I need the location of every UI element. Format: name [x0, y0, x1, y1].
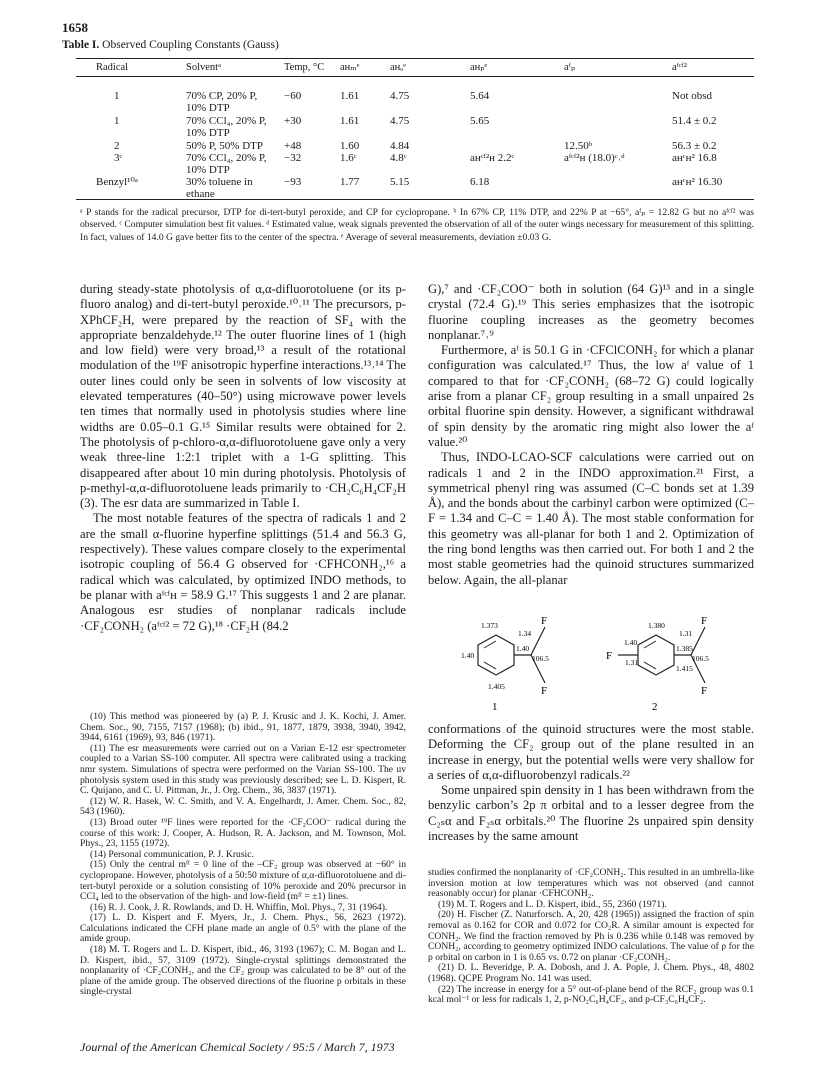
paragraph: Furthermore, aᶠ is 50.1 G in ·CFClCONH₂ for which a planar configuration was calculated.¹⁷ Thus, the low aᶠ value of 1 compared to that for ·CF₂CONH₂ (68–72 G) could logically arise from a planar CF₂ group resulting in a small unpaired 2s orbital fluorine spin density. However, a significant withdrawal of spin density by the aromatic ring might also lower the aᶠ value.²⁰: [428, 343, 754, 449]
quinoid-structures-figure: [428, 605, 754, 713]
footnote: (16) R. J. Cook, J. R. Rowlands, and D. H. Whiffin, Mol. Phys., 7, 31 (1964).: [90, 901, 388, 913]
table-cell: 30% toluene in: [186, 176, 253, 188]
paragraph: The most notable features of the spectra of radicals 1 and 2 are the small α-fluorine hyperfine splittings (51.4 and 56.3 G, respectively). These values compare closely to the experimental isotropic coupling of 56.4 G observed for ·CFHCONH₂,¹⁶ a radical which was calculated, by optimized INDO methods, to be planar with aᶠᶜᶠʜ = 58.9 G.¹⁷ This suggests 1 and 2 are planar. Analogous esr studies of nonplanar radicals include ·CF₂CONH₂ (aᶠᶜᶠ² = 72 G),¹⁸ ·CF₂H (84.2: [80, 511, 406, 633]
table-header-cell: aᶠᶜᶠ²: [672, 62, 687, 73]
table-cell: 50% P, 50% DTP: [186, 140, 264, 152]
table-cell: aʜᶜʜ² 16.30: [672, 176, 723, 188]
table-cell: 12.50ᵇ: [564, 140, 593, 152]
footnote: (15) Only the central mᴵᶠ = 0 line of the –CF₂ group was observed at −60° in cyclopropane. However, photolysis of a 50:50 mixture of α,α-difluorotoluene and di-tert-butyl peroxide or a solution consisting of 10% peroxide and 20% precursor in CCl₄ led to the observation of the high- and low-field (mᴵᶠ = ±1) lines.: [80, 859, 406, 903]
bond-label: 1.385: [676, 644, 693, 653]
table-label: Table I.: [62, 39, 100, 51]
table-cell: 51.4 ± 0.2: [672, 115, 717, 127]
bond-label: 1.40: [516, 644, 530, 653]
footnote: (13) Broad outer ¹⁹F lines were reported for the ·CF₂COO⁻ radical during the course of this work: J. Cooper, A. Hudson, R. A. Jackson, and M. Townson, Mol. Phys., 23, 1155 (1972).: [80, 816, 406, 850]
paragraph: during steady-state photolysis of α,α-difluorotoluene (or its p-fluoro analog) and di-tert-butyl peroxide.¹⁰˒¹¹ The precursors, p-XPhCF₂H, were prepared by the reaction of SF₄ with the appropriate benzaldehyde.¹² The outer fluorine lines of 1 (high and low field) were very broad,¹³ a result of the rotational modulation of the ¹⁹F anisotropic hyperfine interactions.¹³˒¹⁴ The outer lines could only be seen in solvents of low viscosity at elevated temperatures (40–50°) using microwave power levels ten times that normally used in photolysis studies where line widths are 0.05–0.1 G.¹⁵ Similar results were obtained for 2. The photolysis of p-chloro-α,α-difluorotoluene gave only a very weak three-line 1:2:1 triplet with a 1-G splitting. This disappeared after about 10 min during photolysis. Photolysis of p-methyl-α,α-difluorotoluene leads primarily to ·CH₂C₆H₄CF₂H (3). The esr data are summarized in Table I.: [80, 282, 406, 511]
paragraph: Thus, INDO-LCAO-SCF calculations were carried out on radicals 1 and 2 in the INDO approximation.²¹ First, a symmetrical phenyl ring was assumed (C–C bonds set at 1.39 Å), and the bonds about the carbinyl carbon were optimized (C–F = 1.34 and C–C = 1.40 Å). The most stable conformation for this geometry was all-planar for both 1 and 2. Optimization of the ring bond lengths was then carried out. For both 1 and 2 the most stable geometries had the quinoid structures summarized below. Again, the all-planar: [428, 450, 754, 587]
fluorine-atom: F: [541, 685, 548, 697]
table-cell: aʜᶜʜ² 16.8: [672, 152, 717, 164]
paragraph: Some unpaired spin density in 1 has been withdrawn from the benzylic carbon’s 2p π orbital and to a lesser degree from the C₂ₛα and F₂ₛα orbitals.²⁰ The fluorine 2s unpaired spin density increases by the same amount: [428, 783, 754, 844]
table-header-cell: Solventᵃ: [186, 62, 221, 73]
table-cell: 1: [114, 90, 120, 102]
paragraph: G),⁷ and ·CF₂COO⁻ both in solution (64 G)¹³ and in a single crystal (72.4 G).¹⁹ This series emphasizes that the isotropic fluorine coupling increases as the geometry becomes nonplanar.⁷˒⁹: [428, 282, 754, 342]
fluorine-atom: F: [606, 650, 613, 662]
table-cell: +30: [284, 115, 302, 127]
footnotes-right: [428, 868, 754, 1006]
footnote: (19) M. T. Rogers and L. D. Kispert, ibid., 55, 2360 (1971).: [438, 898, 667, 910]
table-cell: 5.64: [470, 90, 490, 102]
coupling-constants-table: [0, 0, 820, 210]
right-text-column-continued: [428, 722, 754, 844]
table-cell: −60: [284, 90, 302, 102]
bond-label: 1.40: [624, 638, 638, 647]
table-cell: 3ᶜ: [114, 152, 123, 164]
table-title: Observed Coupling Constants (Gauss): [102, 39, 279, 51]
footnote: (14) Personal communication, P. J. Krusic.: [90, 848, 254, 860]
bond-label: 1.405: [488, 682, 505, 691]
footnote: (21) D. L. Beveridge, P. A. Dobosh, and J. A. Pople, J. Chem. Phys., 48, 4802 (1968). QCPE Program No. 141 was used.: [428, 962, 754, 984]
table-cell: 10% DTP: [186, 164, 230, 176]
fluorine-atom: F: [701, 615, 708, 627]
fluorine-atom: F: [541, 615, 548, 627]
table-cell: 56.3 ± 0.2: [672, 140, 717, 152]
right-text-column: [428, 282, 754, 588]
table-cell: 5.65: [470, 115, 490, 127]
table-cell: 70% CCl₄, 20% P,: [186, 115, 267, 127]
angle-label: 106.5: [692, 654, 709, 663]
table-header-cell: aᶠₚ: [564, 62, 576, 73]
footnote: (17) L. D. Kispert and F. Myers, Jr., J. Chem. Phys., 56, 2623 (1972). Calculations indicated the CFH plane made an angle of 0.5° with the plane of the amide group.: [80, 912, 406, 945]
footnote: (22) The increase in energy for a 5° out-of-plane bend of the RCF₂ group was 0.1 kcal mol⁻¹ or less for radicals 1, 2, p-NO₂C₆H₄CF₂, and p-CF₃C₆H₄CF₂.: [428, 983, 754, 1006]
table-cell: aᶠᶜᶠ²ʜ (18.0)ᶜ˒ᵈ: [564, 152, 625, 164]
bond-label: 1.34: [518, 629, 532, 638]
fluorine-atom: F: [701, 685, 708, 697]
table-cell: 4.8ᶜ: [390, 152, 407, 164]
table-cell: 1.60: [340, 140, 360, 152]
table-header-cell: Temp, °C: [284, 62, 325, 73]
table-cell: 4.75: [390, 90, 410, 102]
table-cell: aʜᶜᶠ²ʜ 2.2ᶜ: [470, 152, 515, 164]
table-header-cell: aʜₚᵉ: [470, 62, 488, 73]
left-text-column: [80, 282, 406, 634]
table-cell: 70% CP, 20% P,: [186, 90, 258, 102]
table-cell: 2: [114, 140, 120, 152]
table-cell: 1.6ᶜ: [340, 152, 357, 164]
table-cell: 4.84: [390, 140, 410, 152]
footnote: (10) This method was pioneered by (a) P. J. Krusic and J. K. Kochi, J. Amer. Chem. Soc., 90, 7155, 7157 (1968); (b) ibid., 91, 1877, 1879, 3938, 3940, 3942, 3944, 6161 (1969), 93, 846 (1971).: [80, 711, 406, 744]
bond-label: 1.380: [648, 621, 665, 630]
structure-label: 2: [652, 701, 658, 713]
angle-label: 106.5: [532, 654, 549, 663]
table-header-cell: aʜₒᵉ: [390, 62, 406, 73]
bond-label: 1.40: [461, 651, 475, 660]
bond-label: 1.373: [481, 621, 498, 630]
table-header-cell: Radical: [96, 62, 129, 73]
table-footnote: ᵃ P stands for the radical precursor, DTP for di-tert-butyl peroxide, and CP for cyclopropane. ᵇ In 67% CP, 11% DTP, and 22% P at −65°, aᶠₚ = 12.82 G but no aᶠᶜᶠ² was observed. ᶜ Computer simulation best fit values. ᵈ Estimated value, weak signals prevented the observation of all of the outer wings necessary for measurement of this splitting. In fact, values of 14.0 G gave better fits to the center of the spectra. ᵉ Average of several measurements, deviation ±0.03 G.: [80, 207, 754, 243]
footnote: (18) M. T. Rogers and L. D. Kispert, ibid., 46, 3193 (1967); C. M. Bogan and L. D. Kispert, ibid., 57, 3109 (1972). Single-crystal splittings demonstrated the nonplanarity of ·CF₂CONH₂, and the CF₂ group was calculated to be 8° out of the plane of the amide group. The observed directions of the fluorine p orbitals in these single-crystal: [80, 944, 406, 998]
footnotes-left: [80, 712, 406, 998]
footnote: (20) H. Fischer (Z. Naturforsch. A, 20, 428 (1965)) assigned the fraction of spin removal as 0.162 for COR and 0.072 for CO₂R. A similar amount is expected for CONH₂. We find the fraction removed by Ph is 0.236 while 0.148 was removed by CONH₂, according to geometry optimized INDO calculations. The value of ρ for the p orbital on carbon in 1 is 0.65 vs. 0.72 on planar ·CF₂CONH₂.: [428, 909, 754, 963]
table-cell: 5.15: [390, 176, 410, 188]
table-cell: Benzyl¹⁰ᵃ: [96, 176, 138, 188]
bond-label: 1.31: [679, 629, 693, 638]
table-cell: 1: [114, 115, 120, 127]
table-cell: Not obsd: [672, 90, 713, 102]
bond-label: 1.415: [676, 664, 693, 673]
bond-label: 1.31: [625, 658, 639, 667]
table-cell: 10% DTP: [186, 102, 230, 114]
journal-footer: Journal of the American Chemical Society / 95:5 / March 7, 1973: [80, 1040, 395, 1054]
footnote: studies confirmed the nonplanarity of ·CF₂CONH₂. This resulted in an umbrella-like inversion motion at low temperatures which was not observed (and cannot reasonably occur) for planar ·CFHCONH₂.: [428, 867, 754, 900]
structure-1: [461, 615, 549, 713]
table-cell: −93: [284, 176, 302, 188]
table-cell: 1.61: [340, 90, 360, 102]
table-cell: 70% CCl₄, 20% P,: [186, 152, 267, 164]
footnote: (12) W. R. Hasek, W. C. Smith, and V. A. Engelhardt, J. Amer. Chem. Soc., 82, 543 (1960).: [80, 795, 406, 818]
structure-2: [606, 615, 709, 713]
table-cell: 4.75: [390, 115, 410, 127]
page-number: 1658: [62, 20, 88, 35]
table-cell: 1.77: [340, 176, 360, 188]
footnote: (11) The esr measurements were carried out on a Varian E-12 esr spectrometer coupled to a Varian SS-100 computer. All spectra were calibrated using a tracking nmr system. Simulations of spectra were performed on the Varian SS-100. The uv photolysis system used in this study was previously described; see L. D. Kispert, R. C. Quijano, and C. U. Pittman, Jr., J. Org. Chem., 36, 3837 (1971).: [80, 742, 406, 797]
paragraph: conformations of the quinoid structures were the most stable. Deforming the CF₂ group out of the plane resulted in an increase in energy, but the potential wells were very shallow for a series of α,α-difluorobenzyl radicals.²²: [428, 722, 754, 782]
table-cell: ethane: [186, 188, 215, 200]
table-cell: 1.61: [340, 115, 360, 127]
table-header-cell: aʜₘᵉ: [340, 62, 360, 73]
table-cell: −32: [284, 152, 302, 164]
table-cell: 10% DTP: [186, 127, 230, 139]
table-cell: 6.18: [470, 176, 490, 188]
table-cell: +48: [284, 140, 302, 152]
structure-label: 1: [492, 701, 498, 713]
